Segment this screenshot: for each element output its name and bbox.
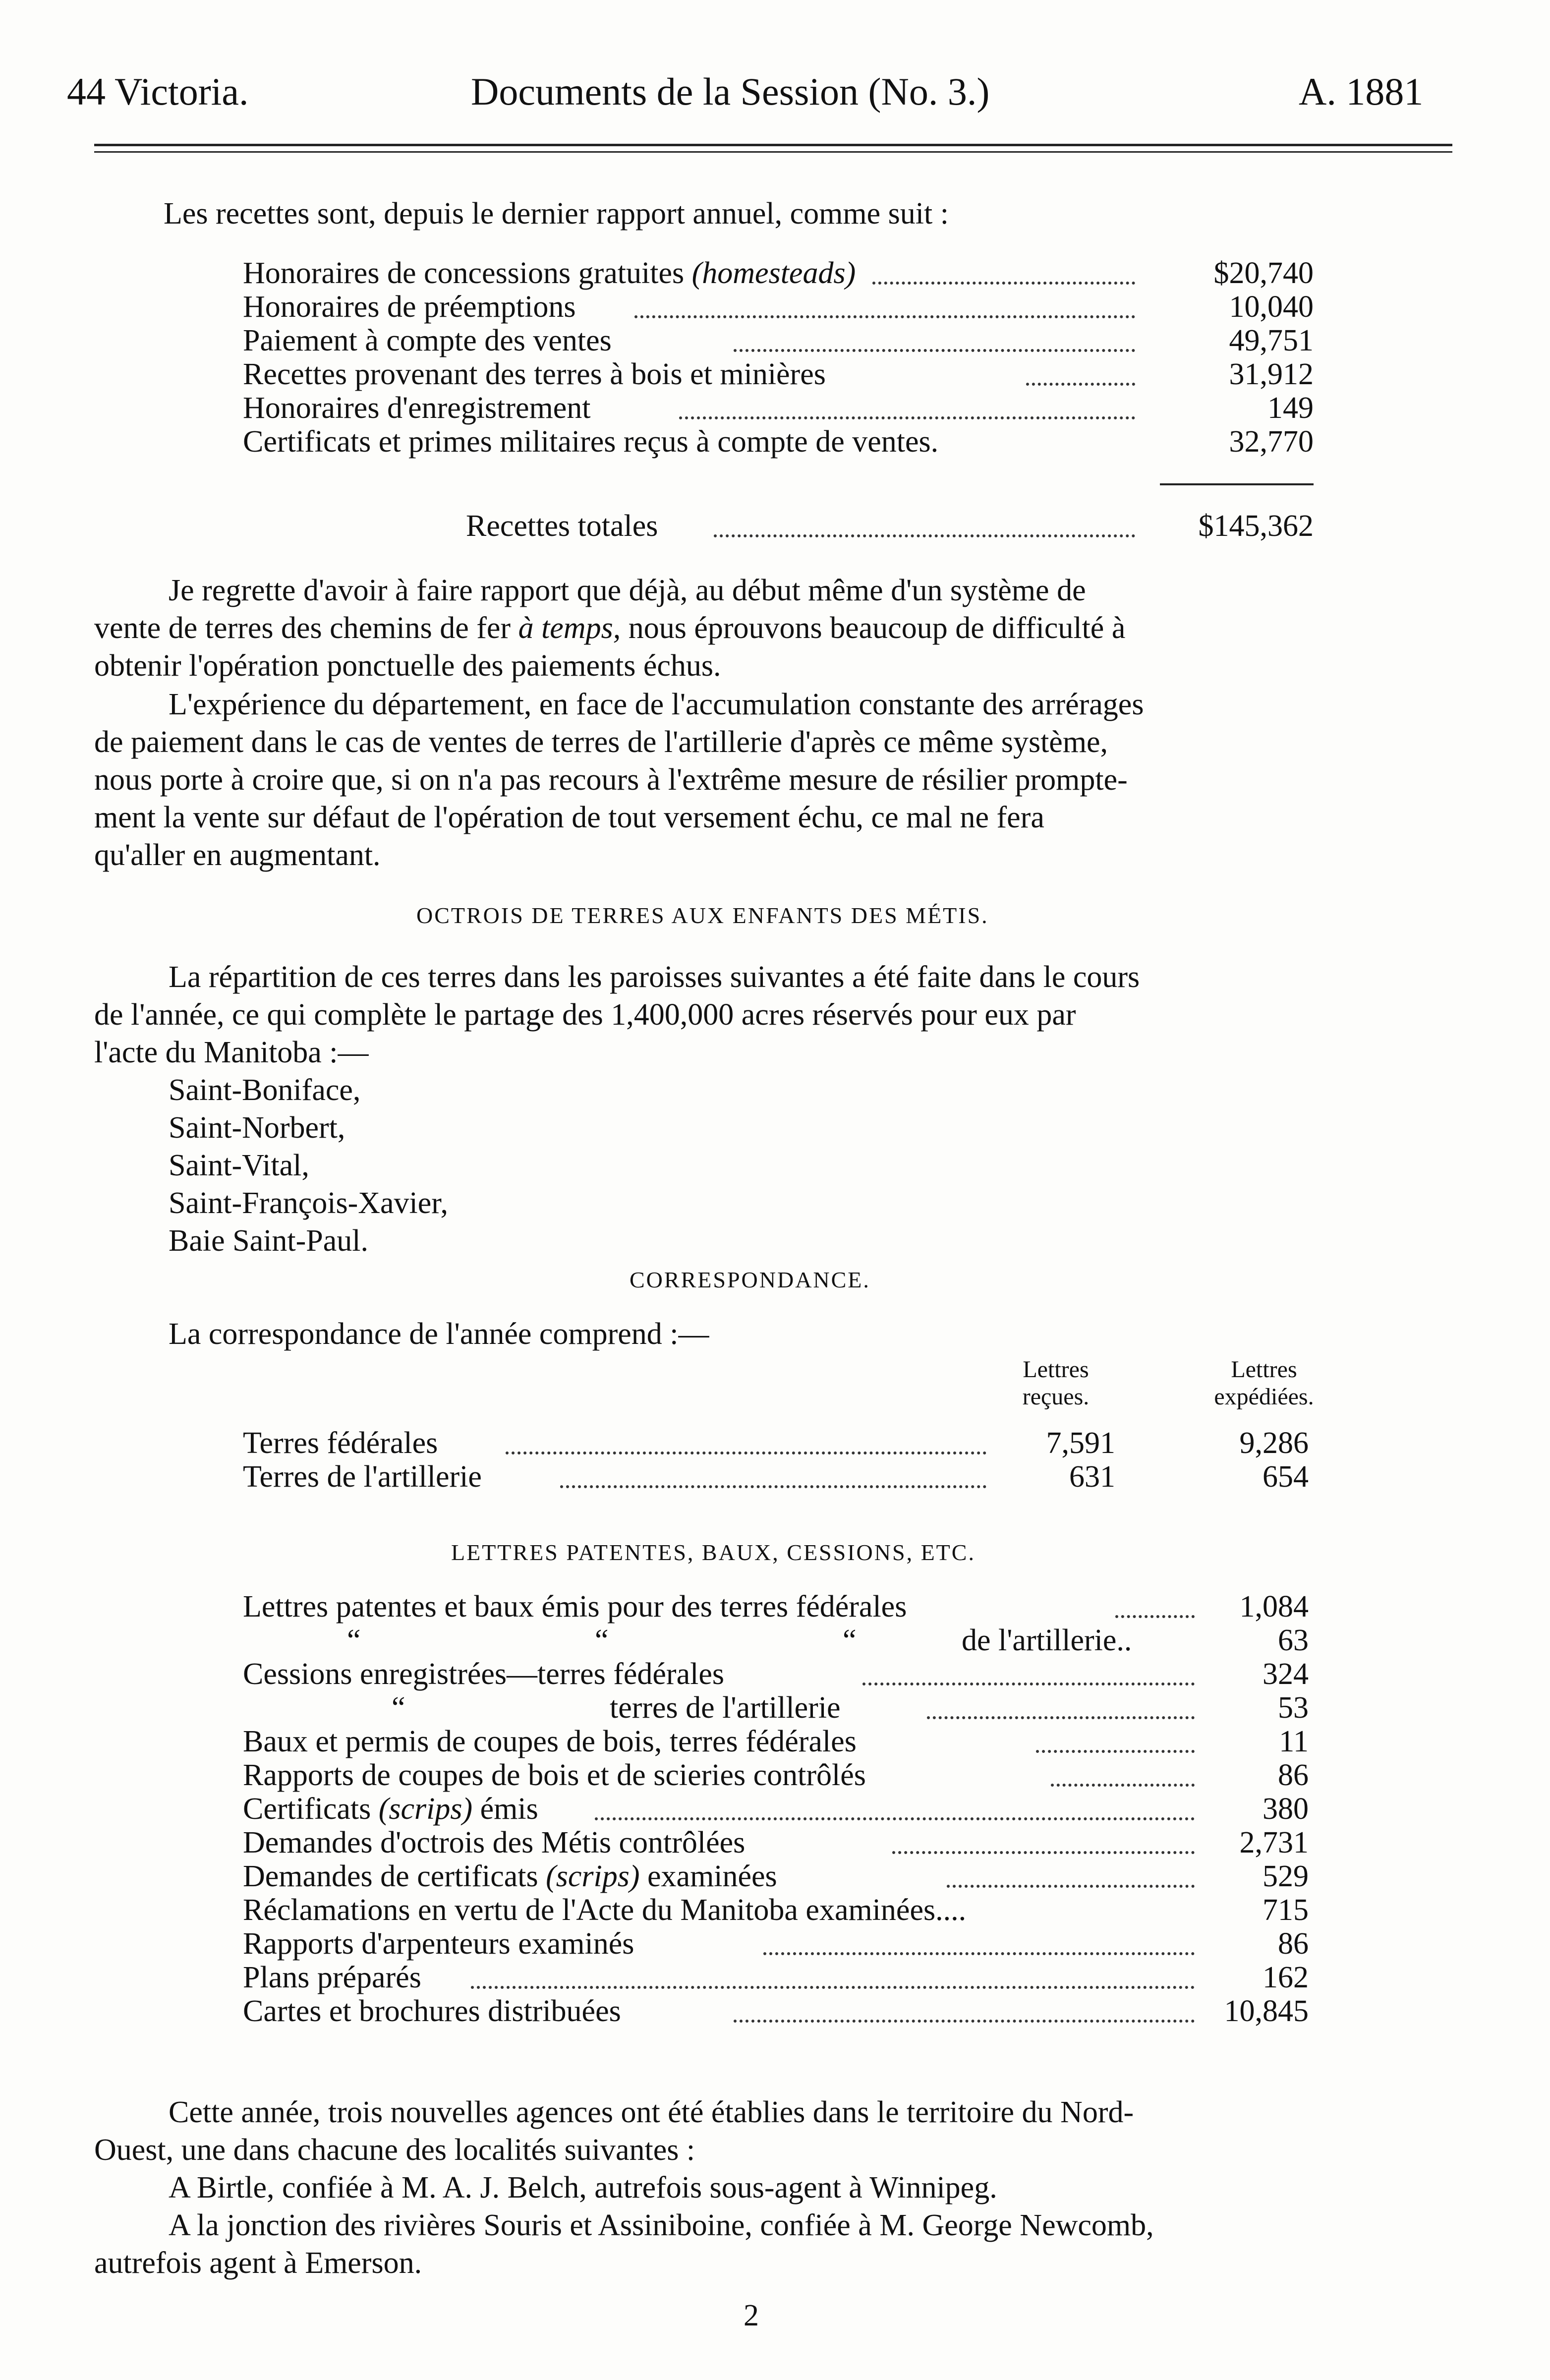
- list-item-value: 63: [1278, 1624, 1309, 1657]
- leader-dots: [595, 1817, 1195, 1820]
- list-item-label: terres de l'artillerie: [610, 1691, 841, 1725]
- list-item-value: 2,731: [1239, 1826, 1309, 1859]
- paragraph-line: A la jonction des rivières Souris et Assiniboine, confiée à M. George Newcomb,: [169, 2208, 1154, 2242]
- list-item-label: Lettres patentes et baux émis pour des terres fédérales: [243, 1590, 907, 1624]
- receipts-total-label: Recettes totales: [466, 509, 658, 543]
- paragraph-line: nous porte à croire que, si on n'a pas recours à l'extrême mesure de résilier prompte-: [94, 763, 1128, 797]
- leader-dots: [1026, 383, 1135, 386]
- receipt-item-amount: 32,770: [1229, 425, 1314, 459]
- receipt-item-label: Paiement à compte des ventes: [243, 324, 612, 357]
- list-item-label: Rapports de coupes de bois et de scieries contrôlés: [243, 1758, 866, 1792]
- column-header-received: Lettres reçues.: [1022, 1356, 1090, 1410]
- paragraph-line: l'acte du Manitoba :—: [94, 1036, 369, 1069]
- list-item-label: Cessions enregistrées—terres fédérales: [243, 1657, 724, 1691]
- paragraph-line: A Birtle, confiée à M. A. J. Belch, autrefois sous-agent à Winnipeg.: [169, 2171, 997, 2205]
- list-item-value: 529: [1263, 1859, 1309, 1893]
- leader-dots: [734, 2020, 1195, 2023]
- receipt-item-amount: 10,040: [1229, 290, 1314, 324]
- ditto-mark: “: [347, 1624, 361, 1657]
- leader-dots: [560, 1485, 986, 1488]
- page-number: 2: [744, 2299, 759, 2332]
- list-item-value: 380: [1263, 1792, 1309, 1826]
- ditto-mark: “: [595, 1624, 609, 1657]
- receipt-item-label: Certificats et primes militaires reçus à compte de ventes.: [243, 425, 939, 459]
- list-item-value: 1,084: [1239, 1590, 1309, 1624]
- paragraph-line: L'expérience du département, en face de l'accumulation constante des arrérages: [169, 688, 1144, 721]
- table-cell-sent: 654: [1263, 1460, 1309, 1494]
- list-item-value: 11: [1279, 1725, 1309, 1758]
- paragraph-line: Cette année, trois nouvelles agences ont été établies dans le territoire du Nord-: [169, 2095, 1134, 2129]
- paragraph-line: La répartition de ces terres dans les paroisses suivantes a été faite dans le cours: [169, 960, 1140, 994]
- list-item-value: 162: [1263, 1961, 1309, 1994]
- list-item-value: 86: [1278, 1758, 1309, 1792]
- paragraph-line: de l'année, ce qui complète le partage des 1,400,000 acres réservés pour eux par: [94, 998, 1076, 1032]
- list-item-label: Rapports d'arpenteurs examinés: [243, 1927, 634, 1961]
- list-item-label: Baux et permis de coupes de bois, terres fédérales: [243, 1725, 857, 1758]
- receipts-total-amount: $145,362: [1198, 509, 1314, 543]
- paragraph-line: Ouest, une dans chacune des localités suivantes :: [94, 2133, 695, 2167]
- list-item-value: 86: [1278, 1927, 1309, 1961]
- receipt-item-amount: $20,740: [1213, 256, 1314, 290]
- list-item-label: Demandes de certificats (scrips) examinées: [243, 1859, 777, 1893]
- list-item-value: 10,845: [1224, 1994, 1309, 2028]
- list-item: Saint-Vital,: [169, 1149, 309, 1182]
- table-cell-received: 631: [1069, 1460, 1115, 1494]
- paragraph-line: vente de terres des chemins de fer à temps, nous éprouvons beaucoup de difficulté à: [94, 611, 1126, 645]
- header-document-title: Documents de la Session (No. 3.): [471, 70, 990, 113]
- list-item-label: Réclamations en vertu de l'Acte du Manitoba examinées....: [243, 1893, 967, 1927]
- header-session-volume: 44 Victoria.: [67, 70, 249, 113]
- receipt-item-label: Honoraires de concessions gratuites (homesteads): [243, 256, 856, 290]
- receipt-item-amount: 31,912: [1229, 357, 1314, 391]
- table-cell-sent: 9,286: [1239, 1426, 1309, 1460]
- leader-dots: [927, 1716, 1195, 1719]
- leader-dots: [862, 1683, 1195, 1685]
- list-item: Baie Saint-Paul.: [169, 1224, 368, 1258]
- ditto-mark: “: [843, 1624, 857, 1657]
- paragraph-line: qu'aller en augmentant.: [94, 838, 381, 872]
- receipt-item-amount: 49,751: [1229, 324, 1314, 357]
- list-item-label: Demandes d'octrois des Métis contrôlées: [243, 1826, 746, 1859]
- leader-dots: [763, 1952, 1195, 1955]
- receipt-item-amount: 149: [1267, 391, 1314, 425]
- leader-dots: [1115, 1615, 1195, 1618]
- list-item-label: Plans préparés: [243, 1961, 421, 1994]
- leader-dots: [734, 349, 1135, 352]
- list-item: Saint-François-Xavier,: [169, 1186, 448, 1220]
- table-cell-label: Terres fédérales: [243, 1426, 438, 1460]
- leader-dots: [1036, 1750, 1195, 1753]
- receipts-intro: Les recettes sont, depuis le dernier rapport annuel, comme suit :: [164, 197, 949, 231]
- correspondance-intro: La correspondance de l'année comprend :—: [169, 1317, 709, 1351]
- column-header-sent: Lettres expédiées.: [1214, 1356, 1314, 1410]
- list-item: Saint-Norbert,: [169, 1111, 345, 1145]
- ditto-mark: “: [392, 1691, 405, 1725]
- leader-dots: [506, 1451, 986, 1454]
- section-heading-correspondance: CORRESPONDANCE.: [630, 1267, 870, 1292]
- leader-dots: [714, 534, 1135, 537]
- header-rule-top: [94, 144, 1452, 146]
- leader-dots: [679, 416, 1135, 419]
- receipt-item-label: Honoraires de préemptions: [243, 290, 576, 324]
- leader-dots: [471, 1986, 1195, 1989]
- section-heading-lettres: LETTRES PATENTES, BAUX, CESSIONS, ETC.: [451, 1540, 976, 1565]
- list-item-value: 324: [1263, 1657, 1309, 1691]
- paragraph-line: autrefois agent à Emerson.: [94, 2246, 422, 2280]
- header-year: A. 1881: [1299, 70, 1424, 113]
- list-item-value: 715: [1263, 1893, 1309, 1927]
- leader-dots: [947, 1885, 1195, 1888]
- paragraph-line: obtenir l'opération ponctuelle des paiements échus.: [94, 649, 721, 683]
- list-item-label: Cartes et brochures distribuées: [243, 1994, 621, 2028]
- list-item-label: de l'artillerie..: [962, 1624, 1132, 1657]
- receipt-item-label: Honoraires d'enregistrement: [243, 391, 591, 425]
- table-cell-label: Terres de l'artillerie: [243, 1460, 482, 1494]
- section-heading-octrois: OCTROIS DE TERRES AUX ENFANTS DES MÉTIS.: [416, 903, 989, 928]
- paragraph-line: ment la vente sur défaut de l'opération de tout versement échu, ce mal ne fera: [94, 801, 1044, 834]
- receipt-item-label: Recettes provenant des terres à bois et minières: [243, 357, 826, 391]
- leader-dots: [1051, 1784, 1195, 1787]
- sum-rule: [1160, 483, 1314, 485]
- list-item: Saint-Boniface,: [169, 1073, 361, 1107]
- paragraph-line: de paiement dans le cas de ventes de terres de l'artillerie d'après ce même système,: [94, 725, 1108, 759]
- list-item-value: 53: [1278, 1691, 1309, 1725]
- header-rule-bottom: [94, 151, 1452, 153]
- leader-dots: [634, 315, 1135, 318]
- paragraph-line: Je regrette d'avoir à faire rapport que déjà, au début même d'un système de: [169, 574, 1086, 607]
- table-cell-received: 7,591: [1046, 1426, 1115, 1460]
- list-item-label: Certificats (scrips) émis: [243, 1792, 538, 1826]
- leader-dots: [872, 282, 1135, 285]
- leader-dots: [892, 1851, 1195, 1854]
